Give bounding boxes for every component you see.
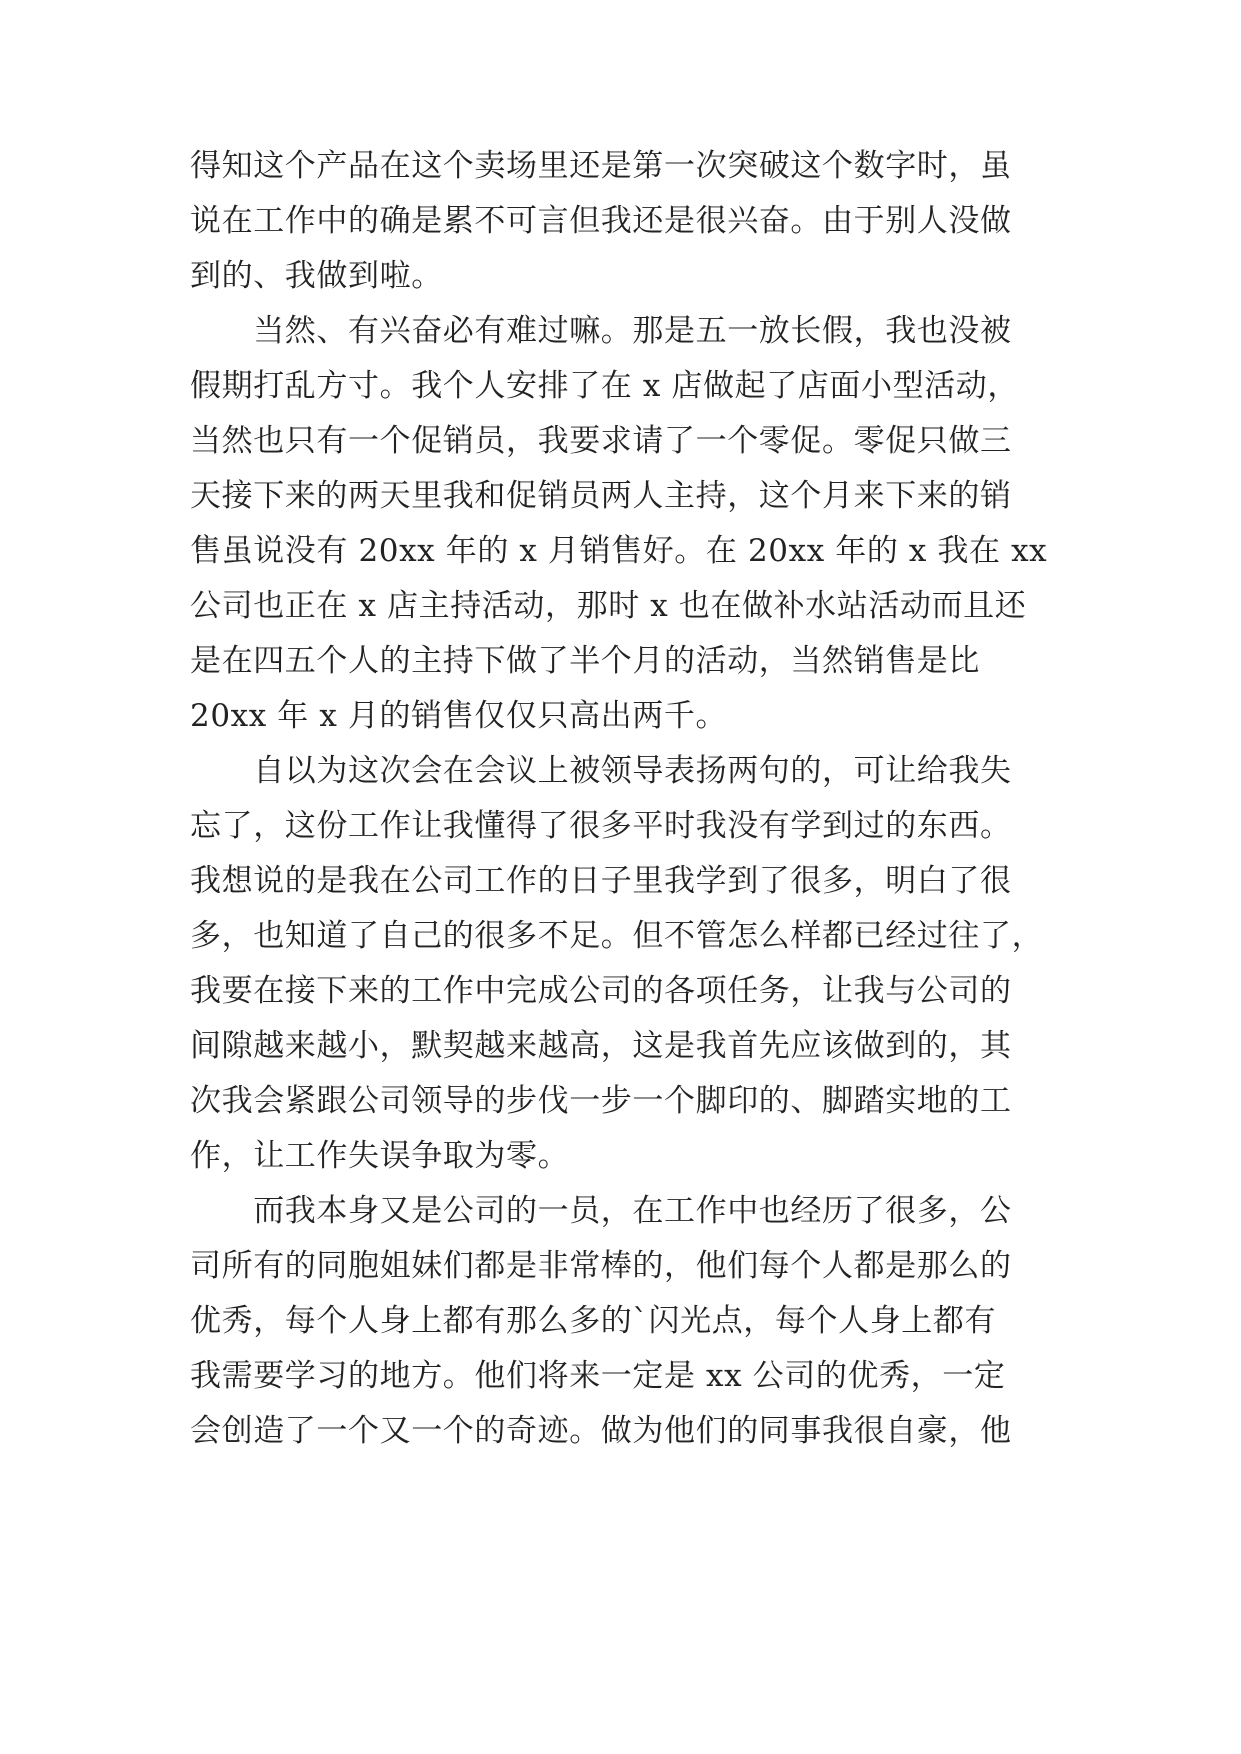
text-line: 售虽说没有 20xx 年的 x 月销售好。在 20xx 年的 x 我在 xx <box>190 533 1048 569</box>
text-line: 我想说的是我在公司工作的日子里我学到了很多，明白了很 <box>190 863 1012 899</box>
text-line: 自以为这次会在会议上被领导表扬两句的，可让给我失 <box>190 753 1012 789</box>
text-line: 公司也正在 x 店主持活动，那时 x 也在做补水站活动而且还 <box>190 588 1027 624</box>
text-line: 是在四五个人的主持下做了半个月的活动，当然销售是比 <box>190 643 980 679</box>
text-line: 我需要学习的地方。他们将来一定是 xx 公司的优秀，一定 <box>190 1358 1006 1394</box>
text-line: 得知这个产品在这个卖场里还是第一次突破这个数字时，虽 <box>190 148 1012 184</box>
text-line: 到的、我做到啦。 <box>190 258 443 294</box>
text-line: 作，让工作失误争取为零。 <box>190 1138 570 1174</box>
text-line: 说在工作中的确是累不可言但我还是很兴奋。由于别人没做 <box>190 203 1012 239</box>
text-line: 优秀，每个人身上都有那么多的`闪光点，每个人身上都有 <box>190 1303 997 1339</box>
text-line: 次我会紧跟公司领导的步伐一步一个脚印的、脚踏实地的工 <box>190 1083 1012 1119</box>
text-line: 假期打乱方寸。我个人安排了在 x 店做起了店面小型活动， <box>190 368 1019 404</box>
text-line: 而我本身又是公司的一员，在工作中也经历了很多，公 <box>190 1193 1012 1229</box>
text-line: 我要在接下来的工作中完成公司的各项任务，让我与公司的 <box>190 973 1012 1009</box>
text-line: 会创造了一个又一个的奇迹。做为他们的同事我很自豪，他 <box>190 1413 1012 1449</box>
text-line: 多，也知道了自己的很多不足。但不管怎么样都已经过往了， <box>190 918 1044 954</box>
text-line: 天接下来的两天里我和促销员两人主持，这个月来下来的销 <box>190 478 1012 514</box>
text-line: 20xx 年 x 月的销售仅仅只高出两千。 <box>190 698 728 734</box>
text-line: 司所有的同胞姐妹们都是非常棒的，他们每个人都是那么的 <box>190 1248 1012 1284</box>
text-line: 当然也只有一个促销员，我要求请了一个零促。零促只做三 <box>190 423 1012 459</box>
text-line: 忘了，这份工作让我懂得了很多平时我没有学到过的东西。 <box>190 808 1012 844</box>
text-line: 间隙越来越小，默契越来越高，这是我首先应该做到的，其 <box>190 1028 1012 1064</box>
text-line: 当然、有兴奋必有难过嘛。那是五一放长假，我也没被 <box>190 313 1012 349</box>
